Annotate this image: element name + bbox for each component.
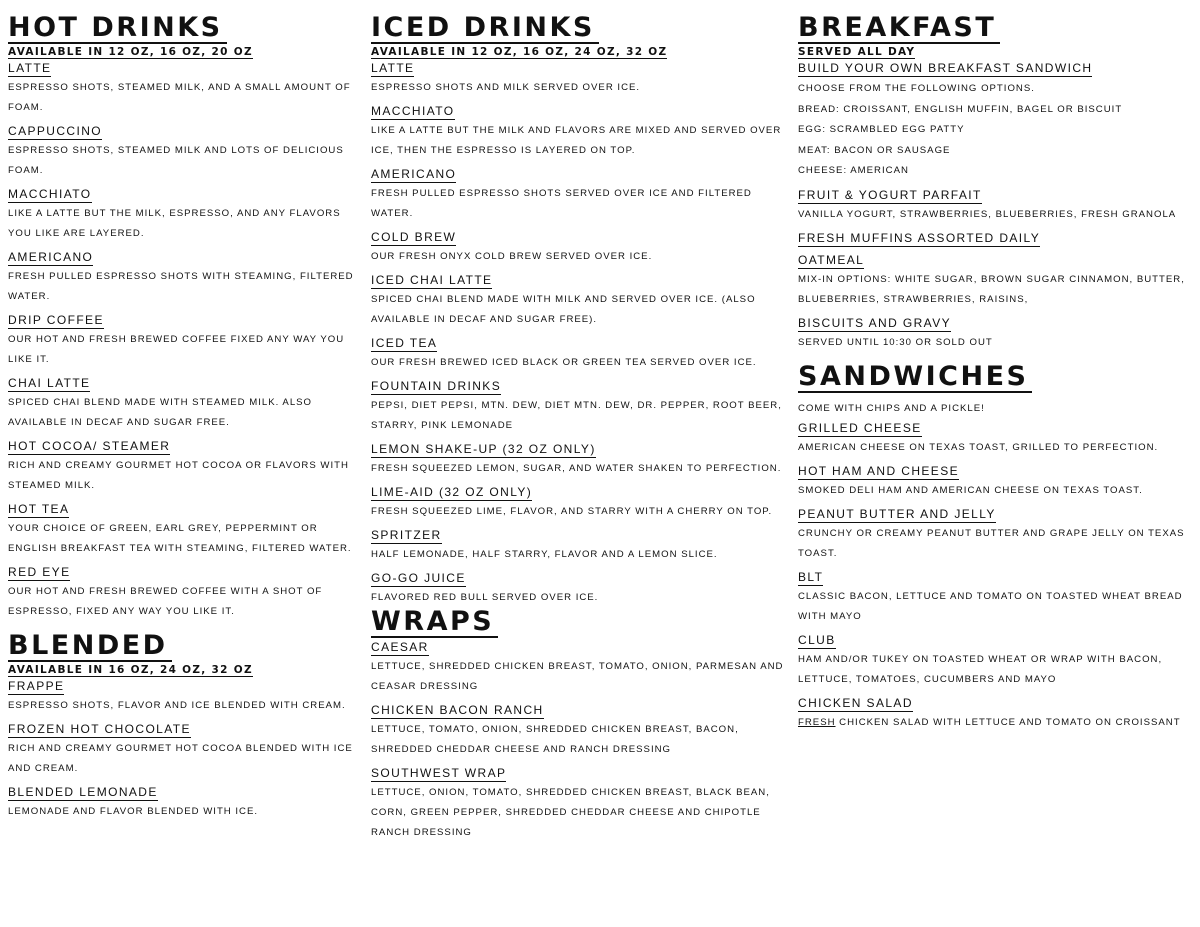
menu-item bbox=[8, 370, 363, 433]
build-options bbox=[798, 79, 1196, 182]
menu-item bbox=[8, 716, 363, 779]
item-name: LEMON SHAKE-UP (32 OZ ONLY) bbox=[371, 442, 596, 456]
option-line: EGG: SCRAMBLED EGG PATTY bbox=[798, 124, 965, 135]
item-name: HOT TEA bbox=[8, 502, 70, 516]
menu-item bbox=[8, 181, 363, 244]
menu-item bbox=[371, 697, 796, 760]
iced-drinks-section bbox=[371, 14, 796, 608]
item-description: LETTUCE, ONION, TOMATO, SHREDDED CHICKEN BREAST, BLACK BEAN, CORN, GREEN PEPPER, SHREDDED CHEDDAR CHEESE AND CHIPOTLE RANCH DRESSING bbox=[371, 787, 774, 838]
item-description: FLAVORED RED BULL SERVED OVER ICE. bbox=[371, 592, 599, 603]
item-description: LEMONADE AND FLAVOR BLENDED WITH ICE. bbox=[8, 806, 259, 817]
item-name: FOUNTAIN DRINKS bbox=[371, 379, 502, 393]
item-name: FRAPPE bbox=[8, 679, 65, 693]
item-description: CRUNCHY OR CREAMY PEANUT BUTTER AND GRAPE JELLY ON TEXAS TOAST. bbox=[798, 527, 1189, 559]
item-name: RED EYE bbox=[8, 565, 71, 579]
menu-item bbox=[798, 225, 1196, 247]
column-hot-blended bbox=[8, 14, 363, 822]
item-description: OUR FRESH BREWED ICED BLACK OR GREEN TEA SERVED OVER ICE. bbox=[371, 357, 757, 368]
section-subtitle: AVAILABLE IN 12 OZ, 16 OZ, 24 OZ, 32 OZ bbox=[371, 46, 668, 58]
option-line: MEAT: BACON OR SAUSAGE bbox=[798, 144, 951, 156]
item-description: HAM AND/OR TUKEY ON TOASTED WHEAT OR WRAP WITH BACON, LETTUCE, TOMATOES, CUCUMBERS AND MAYO bbox=[798, 653, 1166, 685]
section-title: SANDWICHES bbox=[798, 363, 1032, 393]
item-name: CHAI LATTE bbox=[8, 376, 91, 390]
item-description: PEPSI, DIET PEPSI, MTN. DEW, DIET MTN. DEW, DR. PEPPER, ROOT BEER, STARRY, PINK LEMONADE bbox=[371, 400, 786, 431]
section-title: BLENDED bbox=[8, 632, 172, 662]
item-name: BLT bbox=[798, 569, 824, 584]
item-description: ESPRESSO SHOTS AND MILK SERVED OVER ICE. bbox=[371, 82, 641, 93]
menu-item bbox=[8, 559, 363, 622]
item-description: YOUR CHOICE OF GREEN, EARL GREY, PEPPERMINT OR ENGLISH BREAKFAST TEA WITH STEAMING, FILTERED WATER. bbox=[8, 523, 352, 554]
item-description: HALF LEMONADE, HALF STARRY, FLAVOR AND A LEMON SLICE. bbox=[371, 549, 718, 560]
item-name: SOUTHWEST WRAP bbox=[371, 766, 507, 780]
wraps-section bbox=[371, 608, 796, 843]
menu-item bbox=[798, 247, 1196, 310]
menu-item bbox=[8, 59, 363, 118]
item-name: BUILD YOUR OWN BREAKFAST SANDWICH bbox=[798, 61, 1093, 75]
menu-item bbox=[371, 98, 796, 161]
item-name: LATTE bbox=[371, 61, 415, 75]
item-description: FRESH PULLED ESPRESSO SHOTS SERVED OVER ICE AND FILTERED WATER. bbox=[371, 188, 756, 219]
item-description: SPICED CHAI BLEND MADE WITH MILK AND SERVED OVER ICE. (ALSO AVAILABLE IN DECAF AND SUGAR FREE). bbox=[371, 294, 759, 325]
item-name: ICED CHAI LATTE bbox=[371, 273, 493, 287]
item-name: DRIP COFFEE bbox=[8, 313, 104, 327]
section-subtitle: AVAILABLE IN 12 OZ, 16 OZ, 20 OZ bbox=[8, 46, 253, 58]
menu-item bbox=[371, 267, 796, 330]
desc-underlined-word: FRESH bbox=[798, 716, 836, 728]
item-description: FRESH SQUEEZED LIME, FLAVOR, AND STARRY WITH A CHERRY ON TOP. bbox=[371, 506, 773, 517]
item-name: FRESH MUFFINS ASSORTED DAILY bbox=[798, 230, 1041, 245]
menu-item bbox=[371, 479, 796, 522]
menu-item bbox=[371, 330, 796, 373]
menu-item bbox=[371, 565, 796, 608]
menu-item bbox=[798, 564, 1196, 627]
menu-item bbox=[8, 118, 363, 181]
item-name: SPRITZER bbox=[371, 528, 442, 542]
item-description bbox=[798, 713, 1196, 733]
menu-item bbox=[371, 760, 796, 843]
item-name: HOT HAM AND CHEESE bbox=[798, 463, 960, 478]
menu-item bbox=[8, 433, 363, 496]
item-description: LETTUCE, SHREDDED CHICKEN BREAST, TOMATO, ONION, PARMESAN AND CEASAR DRESSING bbox=[371, 661, 788, 692]
item-name: GRILLED CHEESE bbox=[798, 420, 922, 435]
item-description: LETTUCE, TOMATO, ONION, SHREDDED CHICKEN BREAST, BACON, SHREDDED CHEDDAR CHEESE AND RANCH DRESSING bbox=[371, 724, 743, 755]
menu-item bbox=[798, 690, 1196, 733]
item-description: FRESH PULLED ESPRESSO SHOTS WITH STEAMING, FILTERED WATER. bbox=[8, 271, 358, 302]
item-name: CAESAR bbox=[371, 640, 429, 654]
item-description: ESPRESSO SHOTS, FLAVOR AND ICE BLENDED WITH CREAM. bbox=[8, 700, 346, 711]
item-description: LIKE A LATTE BUT THE MILK, ESPRESSO, AND ANY FLAVORS YOU LIKE ARE LAYERED. bbox=[8, 208, 345, 239]
item-name: OATMEAL bbox=[798, 252, 865, 267]
menu-item bbox=[371, 161, 796, 224]
item-name: CHICKEN BACON RANCH bbox=[371, 703, 544, 717]
menu-item bbox=[798, 458, 1196, 501]
column-iced-wraps bbox=[371, 14, 796, 843]
item-name: CHICKEN SALAD bbox=[798, 695, 913, 710]
item-description: OUR HOT AND FRESH BREWED COFFEE WITH A SHOT OF ESPRESSO, FIXED ANY WAY YOU LIKE IT. bbox=[8, 586, 326, 617]
desc-rest: CHICKEN SALAD WITH LETTUCE AND TOMATO ON CROISSANT bbox=[835, 716, 1181, 728]
menu-item bbox=[371, 59, 796, 98]
item-name: CAPPUCCINO bbox=[8, 124, 103, 138]
menu-item bbox=[371, 436, 796, 479]
item-description: SMOKED DELI HAM AND AMERICAN CHEESE ON TEXAS TOAST. bbox=[798, 484, 1143, 496]
section-subtitle: SERVED ALL DAY bbox=[798, 46, 916, 58]
item-name: AMERICANO bbox=[8, 250, 94, 264]
item-description: CLASSIC BACON, LETTUCE AND TOMATO ON TOASTED WHEAT BREAD WITH MAYO bbox=[798, 590, 1187, 622]
option-line: BREAD: CROISSANT, ENGLISH MUFFIN, BAGEL OR BISCUIT bbox=[798, 103, 1123, 115]
blended-section bbox=[8, 632, 363, 822]
item-name: CLUB bbox=[798, 632, 836, 647]
item-description: SERVED UNTIL 10:30 OR SOLD OUT bbox=[798, 336, 993, 348]
item-name: MACCHIATO bbox=[371, 104, 455, 118]
section-subtitle: AVAILABLE IN 16 OZ, 24 OZ, 32 OZ bbox=[8, 664, 253, 676]
item-description: ESPRESSO SHOTS, STEAMED MILK AND LOTS OF DELICIOUS FOAM. bbox=[8, 145, 348, 176]
item-description: OUR HOT AND FRESH BREWED COFFEE FIXED ANY WAY YOU LIKE IT. bbox=[8, 334, 348, 365]
item-description: ESPRESSO SHOTS, STEAMED MILK, AND A SMALL AMOUNT OF FOAM. bbox=[8, 82, 355, 113]
option-line: CHOOSE FROM THE FOLLOWING OPTIONS. bbox=[798, 83, 1035, 94]
menu-item bbox=[798, 501, 1196, 564]
menu-item bbox=[8, 677, 363, 716]
item-name: COLD BREW bbox=[371, 230, 457, 244]
item-name: ICED TEA bbox=[371, 336, 438, 350]
sandwiches-section bbox=[798, 360, 1196, 733]
item-name: HOT COCOA/ STEAMER bbox=[8, 439, 171, 453]
item-name: PEANUT BUTTER AND JELLY bbox=[798, 506, 996, 521]
menu-item bbox=[371, 373, 796, 436]
section-title: ICED DRINKS bbox=[371, 14, 599, 44]
menu-item bbox=[371, 522, 796, 565]
section-title: BREAKFAST bbox=[798, 14, 1000, 44]
item-name: AMERICANO bbox=[371, 167, 457, 181]
section-title: HOT DRINKS bbox=[8, 14, 227, 44]
menu-item bbox=[8, 496, 363, 559]
option-line: CHEESE: AMERICAN bbox=[798, 165, 909, 176]
menu-item bbox=[8, 779, 363, 822]
item-description: SPICED CHAI BLEND MADE WITH STEAMED MILK. ALSO AVAILABLE IN DECAF AND SUGAR FREE. bbox=[8, 397, 316, 428]
menu-item bbox=[798, 627, 1196, 690]
menu-item bbox=[798, 419, 1196, 458]
menu-item bbox=[798, 59, 1196, 182]
item-description: RICH AND CREAMY GOURMET HOT COCOA OR FLAVORS WITH STEAMED MILK. bbox=[8, 460, 353, 491]
item-name: LATTE bbox=[8, 61, 52, 75]
menu-item bbox=[798, 310, 1196, 353]
item-description: AMERICAN CHEESE ON TEXAS TOAST, GRILLED TO PERFECTION. bbox=[798, 441, 1159, 453]
item-name: MACCHIATO bbox=[8, 187, 92, 201]
item-name: FROZEN HOT CHOCOLATE bbox=[8, 722, 191, 736]
item-description: LIKE A LATTE BUT THE MILK AND FLAVORS ARE MIXED AND SERVED OVER ICE, THEN THE ESPRESSO IS LAYERED ON TOP. bbox=[371, 125, 785, 156]
item-description: FRESH SQUEEZED LEMON, SUGAR, AND WATER SHAKEN TO PERFECTION. bbox=[371, 463, 782, 474]
menu-item bbox=[371, 638, 796, 697]
item-name: FRUIT & YOGURT PARFAIT bbox=[798, 187, 982, 202]
section-intro: COME WITH CHIPS AND A PICKLE! bbox=[798, 402, 985, 414]
item-description: RICH AND CREAMY GOURMET HOT COCOA BLENDED WITH ICE AND CREAM. bbox=[8, 743, 356, 774]
hot-drinks-section bbox=[8, 14, 363, 622]
item-description: MIX-IN OPTIONS: WHITE SUGAR, BROWN SUGAR CINNAMON, BUTTER, BLUEBERRIES, STRAWBERRIES, RAISINS, bbox=[798, 273, 1189, 305]
item-name: BLENDED LEMONADE bbox=[8, 785, 158, 799]
item-description: VANILLA YOGURT, STRAWBERRIES, BLUEBERRIES, FRESH GRANOLA bbox=[798, 208, 1177, 220]
item-name: LIME-AID (32 OZ ONLY) bbox=[371, 485, 533, 499]
section-title: WRAPS bbox=[371, 608, 498, 638]
column-breakfast-sandwiches bbox=[798, 14, 1196, 733]
breakfast-section bbox=[798, 14, 1196, 353]
item-name: GO-GO JUICE bbox=[371, 571, 466, 585]
menu-item bbox=[8, 244, 363, 307]
item-description: OUR FRESH ONYX COLD BREW SERVED OVER ICE. bbox=[371, 251, 653, 262]
menu-item bbox=[798, 182, 1196, 225]
menu-item bbox=[371, 224, 796, 267]
menu-item bbox=[8, 307, 363, 370]
item-name: BISCUITS AND GRAVY bbox=[798, 315, 952, 330]
